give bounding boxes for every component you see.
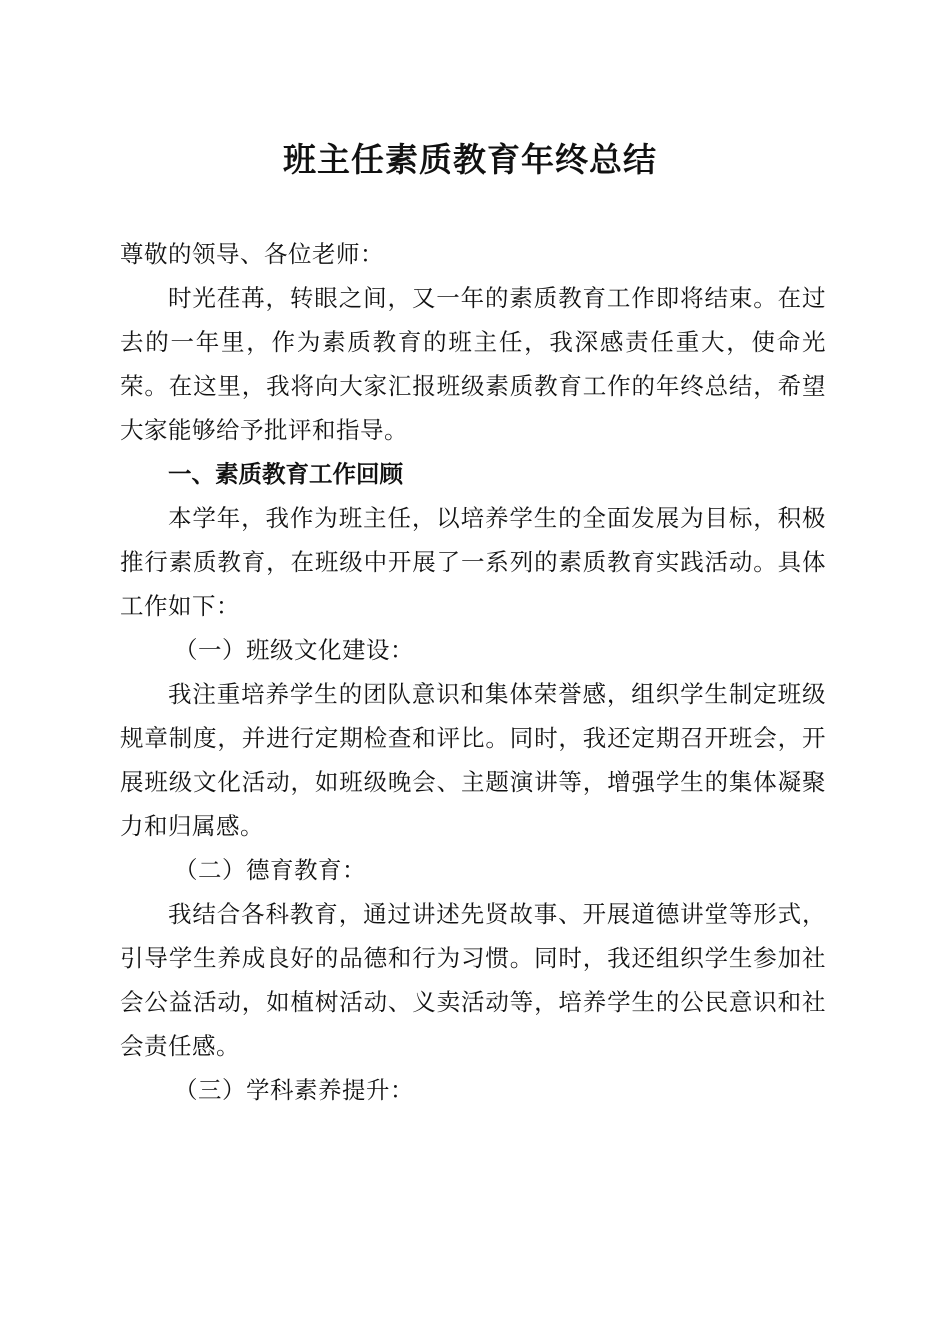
document-title: 班主任素质教育年终总结 [283,140,657,179]
document-body [120,232,826,1112]
section-intro-paragraph: 本学年，我作为班主任，以培养学生的全面发展为目标，积极推行素质教育，在班级中开展了一系列的素质教育实践活动。具体工作如下： [120,504,826,620]
class-culture-paragraph: 我注重培养学生的团队意识和集体荣誉感，组织学生制定班级规章制度，并进行定期检查和评比。同时，我还定期召开班会，开展班级文化活动，如班级晚会、主题演讲等，增强学生的集体凝聚力和归属感。 [120,680,826,840]
salutation: 尊敬的领导、各位老师： [120,240,384,268]
section-heading-review: 一、素质教育工作回顾 [168,460,403,488]
subheading-class-culture: （一）班级文化建设： [174,636,414,664]
subheading-moral-education: （二）德育教育： [174,856,366,884]
intro-paragraph: 时光荏苒，转眼之间，又一年的素质教育工作即将结束。在过去的一年里，作为素质教育的班主任，我深感责任重大，使命光荣。在这里，我将向大家汇报班级素质教育工作的年终总结，希望大家能够给予批评和指导。 [120,284,826,444]
moral-education-paragraph: 我结合各科教育，通过讲述先贤故事、开展道德讲堂等形式，引导学生养成良好的品德和行为习惯。同时，我还组织学生参加社会公益活动，如植树活动、义卖活动等，培养学生的公民意识和社会责任感。 [120,900,826,1060]
subheading-subject-literacy: （三）学科素养提升： [174,1076,414,1104]
